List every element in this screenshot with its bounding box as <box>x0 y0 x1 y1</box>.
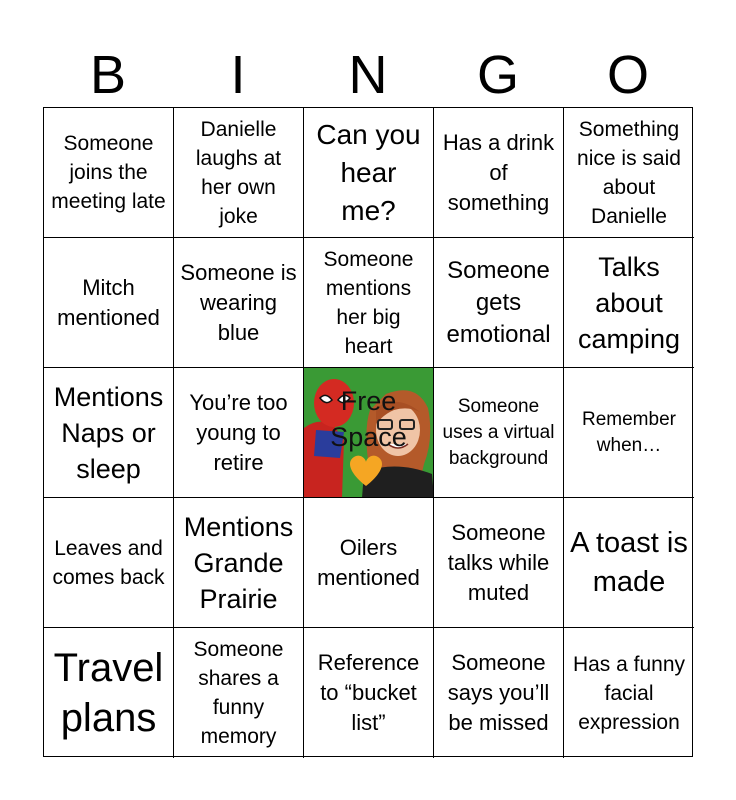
header-letter-g: G <box>476 45 519 105</box>
bingo-cell[interactable] <box>564 498 694 628</box>
bingo-cell[interactable] <box>174 498 304 628</box>
cell-text: Danielle laughs at her own joke <box>195 117 282 228</box>
bingo-cell[interactable] <box>174 628 304 758</box>
cell-text: A toast is made <box>570 526 688 598</box>
bingo-cell[interactable] <box>304 498 434 628</box>
free-space-cell[interactable] <box>304 368 434 498</box>
bingo-cell[interactable] <box>564 238 694 368</box>
cell-text: Someone uses a virtual background <box>442 395 555 469</box>
cell-text: Leaves and comes back <box>52 536 165 589</box>
bingo-cell[interactable] <box>44 238 174 368</box>
cell-text: Someone mentions her big heart <box>323 247 414 358</box>
cell-text: Travel plans <box>53 646 164 740</box>
bingo-cell[interactable] <box>174 238 304 368</box>
header-letter-i: I <box>230 45 246 105</box>
cell-text: Oilers mentioned <box>317 534 420 590</box>
bingo-cell[interactable] <box>304 628 434 758</box>
cell-text: Can you hear me? <box>316 118 421 226</box>
bingo-cell[interactable] <box>434 368 564 498</box>
cell-text: Remember when… <box>582 408 676 456</box>
bingo-cell[interactable] <box>434 628 564 758</box>
cell-text: Has a funny facial expression <box>572 652 686 734</box>
cell-text: Something nice is said about Danielle <box>577 117 681 228</box>
bingo-cell[interactable] <box>564 628 694 758</box>
cell-text: Someone says you’ll be missed <box>447 650 550 735</box>
bingo-cell[interactable] <box>44 628 174 758</box>
bingo-cell[interactable] <box>564 108 694 238</box>
bingo-board <box>43 107 693 757</box>
header-letter-n: N <box>348 45 388 105</box>
bingo-cell[interactable] <box>44 498 174 628</box>
bingo-cell[interactable] <box>434 108 564 238</box>
header-letter-b: B <box>89 45 127 105</box>
cell-text: Someone shares a funny memory <box>193 638 284 748</box>
cell-text: Has a drink of something <box>442 129 555 215</box>
bingo-cell[interactable] <box>304 108 434 238</box>
cell-text: Someone talks while muted <box>447 519 550 605</box>
header-letter-o: O <box>606 45 649 105</box>
bingo-header <box>43 44 693 106</box>
free-space-label: Free Space <box>330 385 407 452</box>
cell-text: Talks about camping <box>577 251 681 354</box>
bingo-cell[interactable] <box>44 368 174 498</box>
cell-text: Someone gets emotional <box>446 256 551 348</box>
bingo-cell[interactable] <box>174 108 304 238</box>
cell-text: Someone is wearing blue <box>180 259 297 345</box>
bingo-cell[interactable] <box>564 368 694 498</box>
cell-text: Reference to “bucket list” <box>317 650 420 735</box>
cell-text: Someone joins the meeting late <box>51 132 166 213</box>
cell-text: You’re too young to retire <box>189 389 288 475</box>
bingo-cell[interactable] <box>434 498 564 628</box>
bingo-cell[interactable] <box>304 238 434 368</box>
cell-text: Mentions Grande Prairie <box>183 511 294 614</box>
cell-text: Mitch mentioned <box>57 274 160 330</box>
bingo-cell[interactable] <box>44 108 174 238</box>
bingo-cell[interactable] <box>434 238 564 368</box>
bingo-cell[interactable] <box>174 368 304 498</box>
cell-text: Mentions Naps or sleep <box>53 381 164 484</box>
